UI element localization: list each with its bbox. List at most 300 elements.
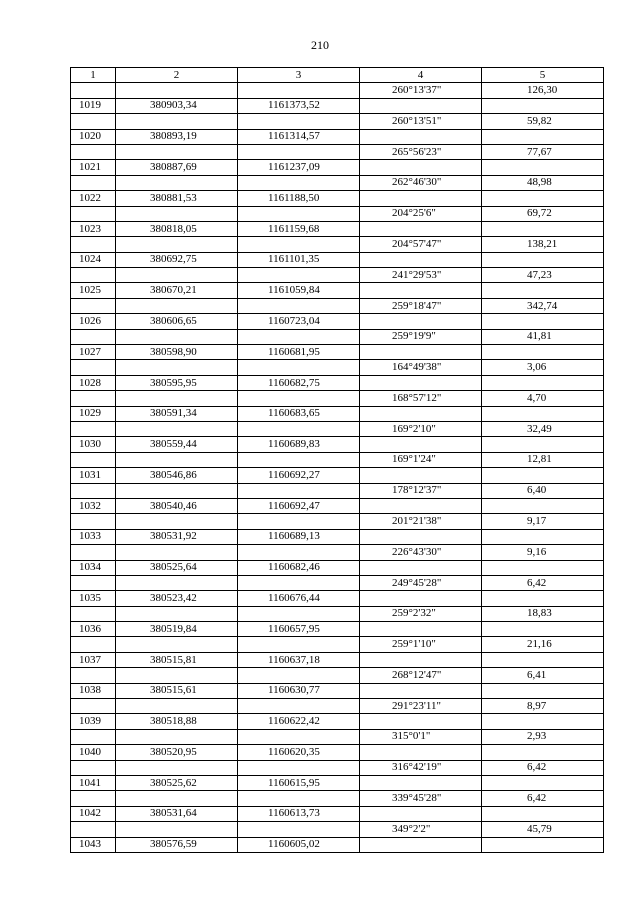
x-coordinate-cell: 380531,92 xyxy=(116,529,238,544)
table-row xyxy=(71,114,604,129)
distance-cell: 6,42 xyxy=(482,575,604,590)
bearing-cell: 164°49'38" xyxy=(360,360,482,375)
distance-cell xyxy=(482,345,604,360)
bearing-cell: 265°56'23" xyxy=(360,144,482,159)
coordinates-table xyxy=(70,67,604,853)
point-number-cell: 1025 xyxy=(71,283,116,298)
x-coordinate-cell xyxy=(116,606,238,621)
x-coordinate-cell: 380598,90 xyxy=(116,345,238,360)
table-row xyxy=(71,714,604,729)
bearing-cell: 259°18'47" xyxy=(360,298,482,313)
point-number-cell: 1036 xyxy=(71,622,116,637)
y-coordinate-cell xyxy=(238,114,360,129)
point-number-cell: 1030 xyxy=(71,437,116,452)
y-coordinate-cell: 1160689,83 xyxy=(238,437,360,452)
point-number-cell: 1042 xyxy=(71,806,116,821)
distance-cell xyxy=(482,221,604,236)
x-coordinate-cell: 380887,69 xyxy=(116,160,238,175)
bearing-cell xyxy=(360,345,482,360)
point-number-cell xyxy=(71,760,116,775)
y-coordinate-cell xyxy=(238,268,360,283)
y-coordinate-cell: 1161314,57 xyxy=(238,129,360,144)
point-number-cell xyxy=(71,822,116,837)
bearing-cell xyxy=(360,314,482,329)
bearing-cell: 260°13'37" xyxy=(360,83,482,98)
distance-cell: 342,74 xyxy=(482,298,604,313)
page-number: 210 xyxy=(311,38,329,52)
x-coordinate-cell xyxy=(116,483,238,498)
x-coordinate-cell xyxy=(116,760,238,775)
y-coordinate-cell: 1160637,18 xyxy=(238,652,360,667)
distance-cell xyxy=(482,437,604,452)
y-coordinate-cell: 1160683,65 xyxy=(238,406,360,421)
bearing-cell xyxy=(360,622,482,637)
x-coordinate-cell xyxy=(116,175,238,190)
y-coordinate-cell: 1160681,95 xyxy=(238,345,360,360)
point-number-cell xyxy=(71,699,116,714)
point-number-cell: 1038 xyxy=(71,683,116,698)
table-row xyxy=(71,514,604,529)
y-coordinate-cell xyxy=(238,822,360,837)
table-row xyxy=(71,283,604,298)
point-number-cell: 1024 xyxy=(71,252,116,267)
distance-cell: 6,41 xyxy=(482,668,604,683)
x-coordinate-cell xyxy=(116,268,238,283)
bearing-cell: 204°57'47" xyxy=(360,237,482,252)
point-number-cell xyxy=(71,175,116,190)
table-row xyxy=(71,129,604,144)
table-row xyxy=(71,637,604,652)
table-row xyxy=(71,668,604,683)
point-number-cell: 1032 xyxy=(71,498,116,513)
x-coordinate-cell: 380518,88 xyxy=(116,714,238,729)
distance-cell: 41,81 xyxy=(482,329,604,344)
distance-cell xyxy=(482,160,604,175)
bearing-cell xyxy=(360,652,482,667)
point-number-cell xyxy=(71,360,116,375)
table-row xyxy=(71,729,604,744)
distance-cell xyxy=(482,529,604,544)
bearing-cell: 204°25'6" xyxy=(360,206,482,221)
distance-cell xyxy=(482,375,604,390)
bearing-cell: 259°1'10" xyxy=(360,637,482,652)
table-row xyxy=(71,206,604,221)
y-coordinate-cell: 1160682,46 xyxy=(238,560,360,575)
distance-cell: 59,82 xyxy=(482,114,604,129)
y-coordinate-cell xyxy=(238,760,360,775)
table-row xyxy=(71,360,604,375)
table-row xyxy=(71,468,604,483)
distance-cell: 45,79 xyxy=(482,822,604,837)
table-row xyxy=(71,791,604,806)
y-coordinate-cell xyxy=(238,391,360,406)
bearing-cell: 259°19'9" xyxy=(360,329,482,344)
table-row xyxy=(71,191,604,206)
point-number-cell xyxy=(71,114,116,129)
table-row xyxy=(71,83,604,98)
table-row xyxy=(71,591,604,606)
distance-cell xyxy=(482,468,604,483)
distance-cell xyxy=(482,745,604,760)
point-number-cell: 1037 xyxy=(71,652,116,667)
y-coordinate-cell xyxy=(238,483,360,498)
x-coordinate-cell: 380515,81 xyxy=(116,652,238,667)
point-number-cell: 1027 xyxy=(71,345,116,360)
table-row xyxy=(71,391,604,406)
point-number-cell xyxy=(71,483,116,498)
x-coordinate-cell: 380818,05 xyxy=(116,221,238,236)
y-coordinate-cell xyxy=(238,668,360,683)
point-number-cell xyxy=(71,606,116,621)
x-coordinate-cell: 380520,95 xyxy=(116,745,238,760)
table-row xyxy=(71,775,604,790)
table-row xyxy=(71,683,604,698)
distance-cell xyxy=(482,806,604,821)
bearing-cell xyxy=(360,160,482,175)
distance-cell xyxy=(482,283,604,298)
table-row xyxy=(71,745,604,760)
distance-cell xyxy=(482,775,604,790)
y-coordinate-cell: 1160605,02 xyxy=(238,837,360,852)
x-coordinate-cell: 380595,95 xyxy=(116,375,238,390)
point-number-cell: 1043 xyxy=(71,837,116,852)
distance-cell xyxy=(482,714,604,729)
y-coordinate-cell xyxy=(238,83,360,98)
x-coordinate-cell xyxy=(116,114,238,129)
bearing-cell: 169°2'10" xyxy=(360,421,482,436)
table-row xyxy=(71,806,604,821)
y-coordinate-cell: 1161237,09 xyxy=(238,160,360,175)
bearing-cell xyxy=(360,129,482,144)
y-coordinate-cell xyxy=(238,791,360,806)
x-coordinate-cell: 380576,59 xyxy=(116,837,238,852)
table-header-row xyxy=(71,68,604,83)
table-row xyxy=(71,421,604,436)
y-coordinate-cell: 1161188,50 xyxy=(238,191,360,206)
y-coordinate-cell xyxy=(238,606,360,621)
bearing-cell xyxy=(360,806,482,821)
distance-cell xyxy=(482,406,604,421)
x-coordinate-cell: 380546,86 xyxy=(116,468,238,483)
bearing-cell xyxy=(360,221,482,236)
distance-cell: 18,83 xyxy=(482,606,604,621)
distance-cell xyxy=(482,622,604,637)
x-coordinate-cell xyxy=(116,206,238,221)
bearing-cell xyxy=(360,837,482,852)
y-coordinate-cell: 1160622,42 xyxy=(238,714,360,729)
bearing-cell: 315°0'1" xyxy=(360,729,482,744)
distance-cell: 48,98 xyxy=(482,175,604,190)
point-number-cell xyxy=(71,575,116,590)
x-coordinate-cell: 380519,84 xyxy=(116,622,238,637)
y-coordinate-cell: 1160676,44 xyxy=(238,591,360,606)
x-coordinate-cell: 380591,34 xyxy=(116,406,238,421)
y-coordinate-cell: 1160723,04 xyxy=(238,314,360,329)
distance-cell: 138,21 xyxy=(482,237,604,252)
table-row xyxy=(71,406,604,421)
x-coordinate-cell: 380606,65 xyxy=(116,314,238,329)
x-coordinate-cell: 380881,53 xyxy=(116,191,238,206)
y-coordinate-cell: 1161159,68 xyxy=(238,221,360,236)
x-coordinate-cell xyxy=(116,144,238,159)
distance-cell xyxy=(482,591,604,606)
point-number-cell xyxy=(71,329,116,344)
x-coordinate-cell xyxy=(116,514,238,529)
bearing-cell xyxy=(360,375,482,390)
table-row xyxy=(71,760,604,775)
table-row xyxy=(71,483,604,498)
y-coordinate-cell xyxy=(238,206,360,221)
point-number-cell xyxy=(71,206,116,221)
point-number-cell: 1019 xyxy=(71,98,116,113)
bearing-cell xyxy=(360,498,482,513)
x-coordinate-cell xyxy=(116,329,238,344)
bearing-cell xyxy=(360,560,482,575)
x-coordinate-cell xyxy=(116,637,238,652)
bearing-cell xyxy=(360,468,482,483)
point-number-cell: 1040 xyxy=(71,745,116,760)
bearing-cell xyxy=(360,775,482,790)
x-coordinate-cell: 380525,62 xyxy=(116,775,238,790)
x-coordinate-cell xyxy=(116,699,238,714)
x-coordinate-cell xyxy=(116,668,238,683)
bearing-cell xyxy=(360,591,482,606)
x-coordinate-cell: 380540,46 xyxy=(116,498,238,513)
y-coordinate-cell xyxy=(238,298,360,313)
distance-cell: 126,30 xyxy=(482,83,604,98)
table-row xyxy=(71,298,604,313)
bearing-cell: 349°2'2" xyxy=(360,822,482,837)
y-coordinate-cell: 1160630,77 xyxy=(238,683,360,698)
y-coordinate-cell: 1160689,13 xyxy=(238,529,360,544)
table-row xyxy=(71,622,604,637)
y-coordinate-cell xyxy=(238,144,360,159)
distance-cell xyxy=(482,652,604,667)
x-coordinate-cell: 380525,64 xyxy=(116,560,238,575)
point-number-cell: 1034 xyxy=(71,560,116,575)
table-row xyxy=(71,252,604,267)
bearing-cell: 178°12'37" xyxy=(360,483,482,498)
x-coordinate-cell: 380523,42 xyxy=(116,591,238,606)
x-coordinate-cell xyxy=(116,729,238,744)
point-number-cell xyxy=(71,545,116,560)
point-number-cell xyxy=(71,668,116,683)
y-coordinate-cell xyxy=(238,575,360,590)
distance-cell: 9,16 xyxy=(482,545,604,560)
bearing-cell: 268°12'47" xyxy=(360,668,482,683)
x-coordinate-cell xyxy=(116,791,238,806)
point-number-cell: 1033 xyxy=(71,529,116,544)
table-row xyxy=(71,375,604,390)
x-coordinate-cell xyxy=(116,298,238,313)
bearing-cell xyxy=(360,683,482,698)
point-number-cell xyxy=(71,391,116,406)
y-coordinate-cell: 1160692,47 xyxy=(238,498,360,513)
column-header: 4 xyxy=(360,68,482,83)
point-number-cell xyxy=(71,637,116,652)
table-row xyxy=(71,237,604,252)
y-coordinate-cell: 1160613,73 xyxy=(238,806,360,821)
y-coordinate-cell: 1160692,27 xyxy=(238,468,360,483)
point-number-cell xyxy=(71,144,116,159)
table-row xyxy=(71,437,604,452)
table-row xyxy=(71,329,604,344)
bearing-cell: 249°45'28" xyxy=(360,575,482,590)
distance-cell: 8,97 xyxy=(482,699,604,714)
table-row xyxy=(71,545,604,560)
point-number-cell: 1031 xyxy=(71,468,116,483)
table-row xyxy=(71,529,604,544)
x-coordinate-cell: 380893,19 xyxy=(116,129,238,144)
x-coordinate-cell xyxy=(116,545,238,560)
table-row xyxy=(71,268,604,283)
x-coordinate-cell xyxy=(116,237,238,252)
bearing-cell: 241°29'53" xyxy=(360,268,482,283)
bearing-cell xyxy=(360,529,482,544)
distance-cell xyxy=(482,498,604,513)
y-coordinate-cell xyxy=(238,175,360,190)
x-coordinate-cell: 380692,75 xyxy=(116,252,238,267)
table-row xyxy=(71,575,604,590)
y-coordinate-cell xyxy=(238,452,360,467)
bearing-cell xyxy=(360,437,482,452)
table-row xyxy=(71,98,604,113)
x-coordinate-cell xyxy=(116,822,238,837)
distance-cell xyxy=(482,560,604,575)
bearing-cell xyxy=(360,745,482,760)
table-row xyxy=(71,314,604,329)
table-row xyxy=(71,560,604,575)
bearing-cell xyxy=(360,191,482,206)
y-coordinate-cell xyxy=(238,699,360,714)
point-number-cell xyxy=(71,83,116,98)
x-coordinate-cell xyxy=(116,575,238,590)
table-row xyxy=(71,160,604,175)
bearing-cell: 291°23'11" xyxy=(360,699,482,714)
table-row xyxy=(71,652,604,667)
distance-cell: 9,17 xyxy=(482,514,604,529)
column-header: 3 xyxy=(238,68,360,83)
distance-cell: 4,70 xyxy=(482,391,604,406)
distance-cell: 6,42 xyxy=(482,791,604,806)
y-coordinate-cell xyxy=(238,329,360,344)
y-coordinate-cell: 1160620,35 xyxy=(238,745,360,760)
distance-cell: 2,93 xyxy=(482,729,604,744)
y-coordinate-cell xyxy=(238,637,360,652)
point-number-cell: 1022 xyxy=(71,191,116,206)
point-number-cell: 1029 xyxy=(71,406,116,421)
table-body xyxy=(71,83,604,853)
distance-cell xyxy=(482,191,604,206)
bearing-cell xyxy=(360,98,482,113)
y-coordinate-cell xyxy=(238,237,360,252)
x-coordinate-cell xyxy=(116,391,238,406)
x-coordinate-cell xyxy=(116,452,238,467)
point-number-cell: 1020 xyxy=(71,129,116,144)
bearing-cell: 262°46'30" xyxy=(360,175,482,190)
column-header: 1 xyxy=(71,68,116,83)
point-number-cell xyxy=(71,791,116,806)
point-number-cell xyxy=(71,268,116,283)
distance-cell: 69,72 xyxy=(482,206,604,221)
y-coordinate-cell: 1160682,75 xyxy=(238,375,360,390)
bearing-cell: 260°13'51" xyxy=(360,114,482,129)
table-row xyxy=(71,837,604,852)
point-number-cell xyxy=(71,514,116,529)
table-row xyxy=(71,345,604,360)
point-number-cell xyxy=(71,237,116,252)
y-coordinate-cell: 1161101,35 xyxy=(238,252,360,267)
distance-cell: 12,81 xyxy=(482,452,604,467)
table-row xyxy=(71,221,604,236)
point-number-cell xyxy=(71,452,116,467)
point-number-cell: 1026 xyxy=(71,314,116,329)
y-coordinate-cell: 1161059,84 xyxy=(238,283,360,298)
distance-cell xyxy=(482,98,604,113)
x-coordinate-cell: 380531,64 xyxy=(116,806,238,821)
x-coordinate-cell: 380559,44 xyxy=(116,437,238,452)
point-number-cell: 1028 xyxy=(71,375,116,390)
x-coordinate-cell xyxy=(116,360,238,375)
bearing-cell xyxy=(360,714,482,729)
table-row xyxy=(71,452,604,467)
table-row xyxy=(71,699,604,714)
distance-cell: 6,40 xyxy=(482,483,604,498)
point-number-cell xyxy=(71,298,116,313)
table-row xyxy=(71,498,604,513)
column-header: 5 xyxy=(482,68,604,83)
distance-cell xyxy=(482,129,604,144)
distance-cell xyxy=(482,837,604,852)
bearing-cell: 316°42'19" xyxy=(360,760,482,775)
distance-cell xyxy=(482,683,604,698)
point-number-cell: 1035 xyxy=(71,591,116,606)
y-coordinate-cell xyxy=(238,421,360,436)
distance-cell: 77,67 xyxy=(482,144,604,159)
bearing-cell: 201°21'38" xyxy=(360,514,482,529)
distance-cell xyxy=(482,314,604,329)
distance-cell: 32,49 xyxy=(482,421,604,436)
y-coordinate-cell: 1160657,95 xyxy=(238,622,360,637)
point-number-cell xyxy=(71,729,116,744)
bearing-cell: 168°57'12" xyxy=(360,391,482,406)
bearing-cell xyxy=(360,283,482,298)
distance-cell: 21,16 xyxy=(482,637,604,652)
x-coordinate-cell: 380515,61 xyxy=(116,683,238,698)
point-number-cell xyxy=(71,421,116,436)
table-row xyxy=(71,175,604,190)
y-coordinate-cell: 1160615,95 xyxy=(238,775,360,790)
bearing-cell xyxy=(360,406,482,421)
table-row xyxy=(71,822,604,837)
point-number-cell: 1039 xyxy=(71,714,116,729)
bearing-cell xyxy=(360,252,482,267)
distance-cell: 3,06 xyxy=(482,360,604,375)
y-coordinate-cell xyxy=(238,729,360,744)
bearing-cell: 169°1'24" xyxy=(360,452,482,467)
distance-cell xyxy=(482,252,604,267)
y-coordinate-cell xyxy=(238,545,360,560)
point-number-cell: 1041 xyxy=(71,775,116,790)
bearing-cell: 226°43'30" xyxy=(360,545,482,560)
x-coordinate-cell: 380903,34 xyxy=(116,98,238,113)
distance-cell: 6,42 xyxy=(482,760,604,775)
bearing-cell: 259°2'32" xyxy=(360,606,482,621)
point-number-cell: 1021 xyxy=(71,160,116,175)
point-number-cell: 1023 xyxy=(71,221,116,236)
x-coordinate-cell: 380670,21 xyxy=(116,283,238,298)
distance-cell: 47,23 xyxy=(482,268,604,283)
